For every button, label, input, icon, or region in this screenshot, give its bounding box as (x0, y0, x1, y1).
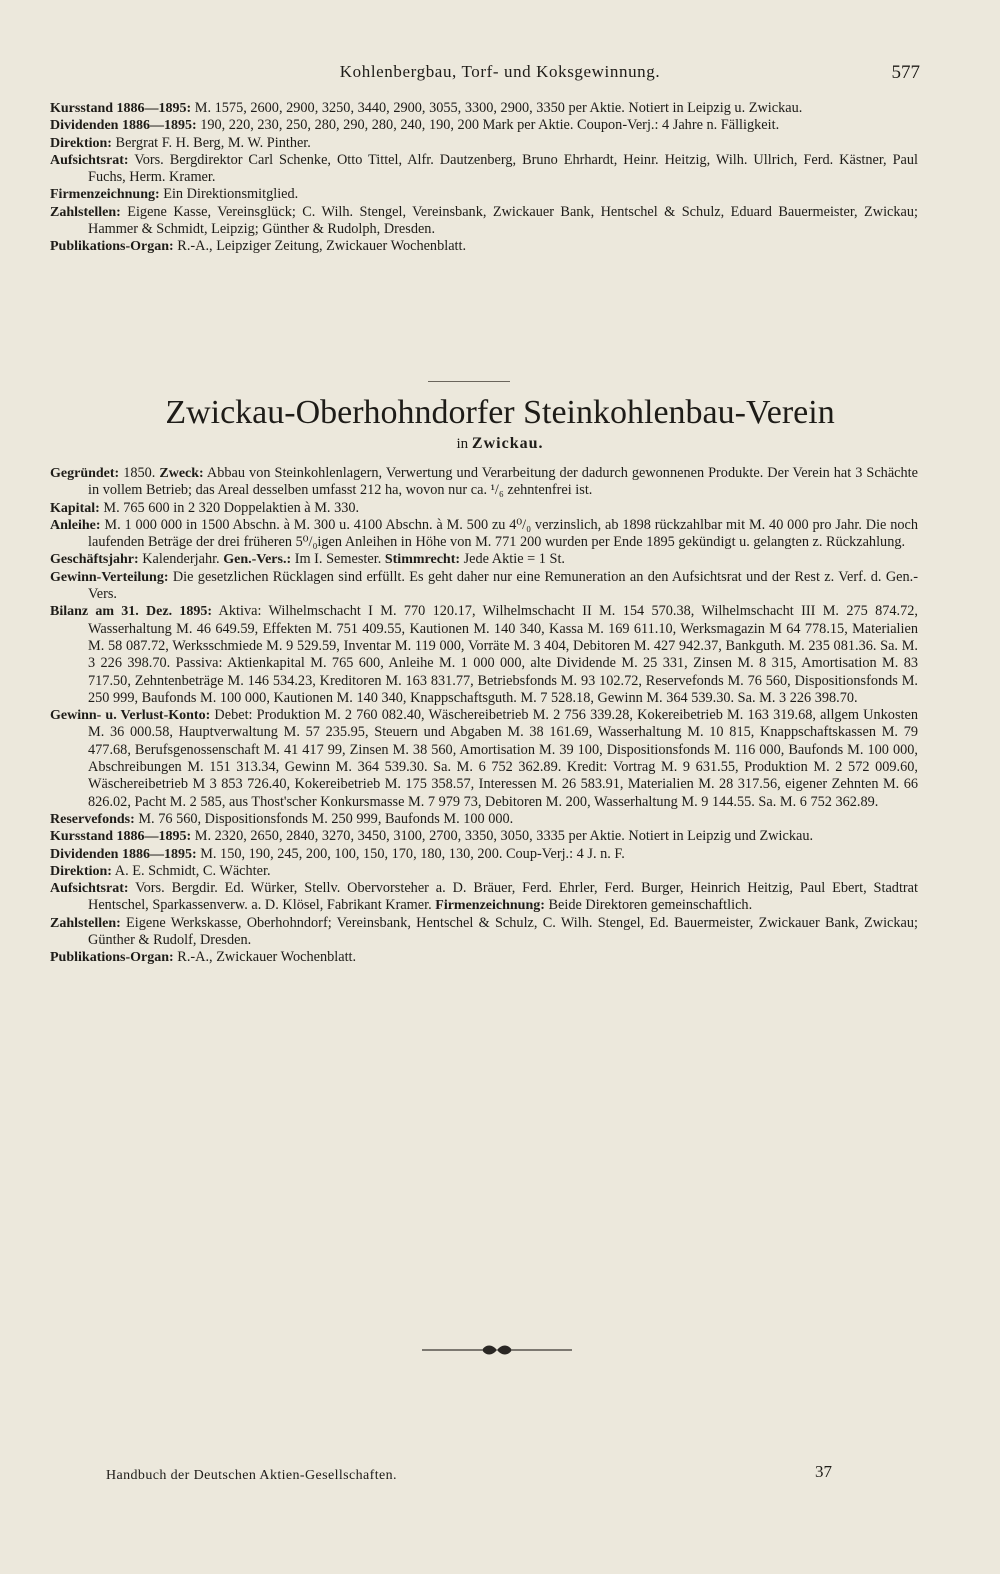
entry-direktion: Direktion: A. E. Schmidt, C. Wächter. (50, 862, 271, 879)
entry-dividenden: Dividenden 1886—1895: M. 150, 190, 245, 200, 100, 150, 170, 180, 130, 200. Coup-Verj.: 4 J. n. F. (50, 845, 625, 862)
entry-geschaeftsjahr: Geschäftsjahr: Kalenderjahr. Gen.-Vers.: Im I. Semester. Stimmrecht: Jede Aktie = 1 St. (50, 551, 565, 568)
entry-gewinnverteilung: Gewinn-Verteilung: Die gesetzlichen Rücklagen sind erfüllt. Es geht daher nur eine Remuneration an den Aufsichtsrat und der Rest z. Verf. d. Gen.-Vers. (50, 568, 918, 603)
entry-direktion: Direktion: Bergrat F. H. Berg, M. W. Pinther. (50, 134, 311, 151)
entry-dividenden: Dividenden 1886—1895: 190, 220, 230, 250, 280, 290, 280, 240, 190, 200 Mark per Aktie. Coupon-Verj.: 4 Jahre n. Fälligkeit. (50, 117, 780, 134)
section-divider (428, 381, 510, 382)
entry-zahlstellen: Zahlstellen: Eigene Werkskasse, Oberhohndorf; Vereinsbank, Hentschel & Schulz, C. Wilh. Stengel, Ed. Bauermeister, Zwickauer Bank, Zwickau; Günther & Rudolf, Dresden. (50, 914, 918, 949)
entry-anleihe: Anleihe: M. 1 000 000 in 1500 Abschn. à M. 300 u. 4100 Abschn. à M. 500 zu 4⁰/₀ verzinslich, ab 1898 rückzahlbar mit M. 40 000 pro Jahr. Die noch laufenden Beträge der drei früheren 5⁰/₀igen Anleihen in Höhe von M. 771 200 wurden per Ende 1895 gekündigt u. gelangten z. Rückzahlung. (50, 516, 918, 551)
entry-publikations: Publikations-Organ: R.-A., Zwickauer Wochenblatt. (50, 949, 357, 966)
entry-kapital: Kapital: M. 765 600 in 2 320 Doppelaktien à M. 330. (50, 499, 360, 516)
entry-aufsichtsrat: Aufsichtsrat: Vors. Bergdir. Ed. Würker, Stellv. Obervorsteher a. D. Bräuer, Ferd. Ehrler, Ferd. Burger, Heinrich Heitzig, Paul Ebert, Stadtrat Hentschel, Sparkassenverw. a. D. Klösel, Fabrikant Kramer. Firmenzeichnung: Beide Direktoren gemeinschaftlich. (50, 880, 918, 914)
entry-aufsichtsrat: Aufsichtsrat: Vors. Bergdirektor Carl Schenke, Otto Tittel, Alfr. Dautzenberg, Bruno Ehrhardt, Heinr. Heitzig, Wilh. Ullrich, Ferd. Kästner, Paul Fuchs, Herm. Kramer. (50, 151, 918, 186)
company-location: in Zwickau. (456, 435, 544, 452)
entry-reservefonds: Reservefonds: M. 76 560, Dispositionsfonds M. 250 999, Baufonds M. 100 000. (50, 810, 514, 827)
company-title: Zwickau-Oberhohndorfer Steinkohlenbau-Verein (165, 394, 835, 431)
footer-book-title: Handbuch der Deutschen Aktien-Gesellschaften. (106, 1468, 397, 1483)
entry-kursstand: Kursstand 1886—1895: M. 1575, 2600, 2900, 3250, 3440, 2900, 3055, 3300, 2900, 3350 per Aktie. Notiert in Leipzig u. Zwickau. (50, 100, 803, 116)
company-entry (50, 465, 918, 967)
page-header (0, 62, 1000, 88)
entry-gewinnkonto: Gewinn- u. Verlust-Konto: Debet: Produktion M. 2 760 082.40, Wäschereibetrieb M. 2 756 339.28, Kokereibetrieb M. 163 319.68, allgem Unkosten M. 36 000.58, Hauptverwaltung M. 57 235.95, Steuern und Abgaben M. 38 161.69, Wasserhaltung M. 10 815, Knappschaftskassen M. 79 477.68, Berufsgenossenschaft M. 41 417 99, Zinsen M. 38 560, Amortisation M. 39 100, Dispositionsfonds M. 116 000, Baufonds M. 100 000, Abschreibungen M. 151 313.34, Gewinn M. 364 539.30. Sa. M. 6 752 362.89. Kredit: Vortrag M. 9 631.55, Produktion M. 2 572 009.60, Wäschereibetrieb M 3 853 726.40, Kokereibetrieb M. 175 358.57, Interessen M. 26 583.91, Materialien M. 28 317.56, eigener Zehnten M. 66 826.02, Pacht M. 2 585, aus Thost'scher Konkursmasse M. 7 979 73, Debitoren M. 200, Wasserhaltung M. 9 144.55. Sa. M. 6 752 362.89. (50, 707, 918, 810)
entry-firmenzeichnung: Firmenzeichnung: Ein Direktionsmitglied. (50, 186, 299, 203)
page-number: 577 (891, 62, 920, 83)
ornament-divider (422, 1342, 572, 1358)
page-footer (0, 1462, 1000, 1492)
entry-kursstand: Kursstand 1886—1895: M. 2320, 2650, 2840, 3270, 3450, 3100, 2700, 3350, 3050, 3335 per Aktie. Notiert in Leipzig und Zwickau. (50, 828, 814, 845)
entry-bilanz: Bilanz am 31. Dez. 1895: Aktiva: Wilhelmschacht I M. 770 120.17, Wilhelmschacht II M. 154 570.38, Wilhelmschacht III M. 275 874.72, Wasserhaltung M. 46 649.59, Effekten M. 751 409.55, Kautionen M. 140 340, Kassa M. 169 611.10, Werksmagazin M 64 778.15, Materialien M. 58 087.72, Werksschmiede M. 9 529.59, Inventar M. 119 000, Vorräte M. 3 404, Debitoren M. 427 942.37, Bankguth. M. 235 081.36. Sa. M. 3 226 398.70. Passiva: Aktienkapital M. 765 600, Anleihe M. 1 000 000, alte Dividende M. 25 331, Zinsen M. 8 315, Amortisation M. 83 717.50, Zehntenbeträge M. 146 534.23, Kreditoren M. 163 831.77, Betriebsfonds M. 93 102.72, Reservefonds M. 76 560, Dispositionsfonds M. 250 999, Baufonds M. 100 000, Kautionen M. 140 340, Knappschaftsguth. M. 7 528.18, Gewinn M. 364 539.30. Sa. M. 3 226 398.70. (50, 603, 918, 706)
entry-zahlstellen: Zahlstellen: Eigene Kasse, Vereinsglück; C. Wilh. Stengel, Vereinsbank, Zwickauer Bank, Hentschel & Schulz, Eduard Bauermeister, Zwickau; Hammer & Schmidt, Leipzig; Günther & Rudolph, Dresden. (50, 203, 918, 238)
signature-number: 37 (815, 1462, 832, 1481)
running-title: Kohlenbergbau, Torf- und Koksgewinnung. (339, 62, 661, 81)
entry-gegruendet-zweck: Gegründet: 1850. Zweck: Abbau von Steinkohlenlagern, Verwertung und Verarbeitung der dadurch gewonnenen Produkte. Der Verein hat 3 Schächte in vollem Betrieb; das Areal desselben umfasst 212 ha, wovon nur ca. ¹/₆ zehntenfrei ist. (50, 465, 918, 499)
entry-publikations: Publikations-Organ: R.-A., Leipziger Zeitung, Zwickauer Wochenblatt. (50, 238, 467, 255)
previous-company-entry (50, 100, 918, 256)
